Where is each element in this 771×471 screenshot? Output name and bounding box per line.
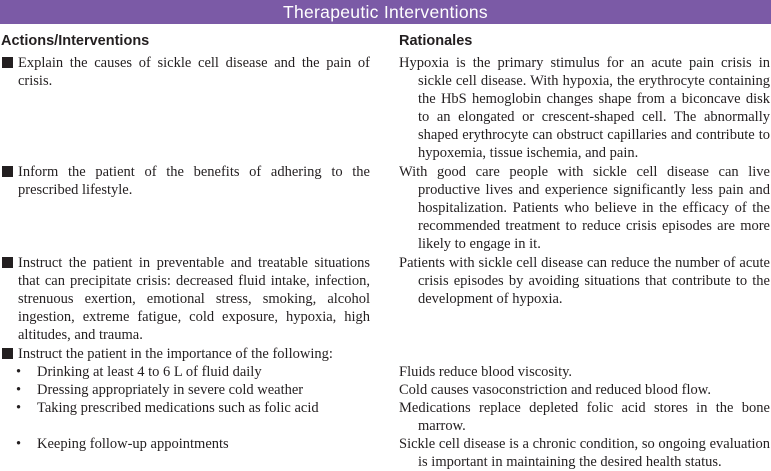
section-banner: Therapeutic Interventions <box>0 0 771 24</box>
dot-bullet-icon: • <box>16 436 22 452</box>
bullet-item: Drinking at least 4 to 6 L of fluid daily <box>37 364 262 380</box>
action-text: Inform the patient of the benefits of adhering to the prescribed lifestyle. <box>18 164 370 198</box>
square-bullet-icon <box>2 348 13 359</box>
square-bullet-icon <box>2 166 13 177</box>
action-text: Explain the causes of sickle cell disease and the pain of crisis. <box>18 55 370 89</box>
dot-bullet-icon: • <box>16 400 22 416</box>
action-text: Instruct the patient in the importance of the following: <box>18 346 333 362</box>
square-bullet-icon <box>2 257 13 268</box>
column-header-rationales: Rationales <box>399 33 473 49</box>
rationale-text: Patients with sickle cell disease can reduce the number of acute crisis episodes by avoiding situations that contribute to the development of hypoxia. <box>399 255 770 307</box>
bullet-item: Dressing appropriately in severe cold weather <box>37 382 304 398</box>
bullet-item: Taking prescribed medications such as folic acid <box>37 400 319 416</box>
square-bullet-icon <box>2 57 13 68</box>
rationale-text: Cold causes vasoconstriction and reduced blood flow. <box>399 382 711 398</box>
rationale-text: Medications replace depleted folic acid stores in the bone marrow. <box>399 400 770 434</box>
bullet-item: Keeping follow-up appointments <box>37 436 229 452</box>
dot-bullet-icon: • <box>16 364 22 380</box>
rationale-text: Hypoxia is the primary stimulus for an acute pain crisis in sickle cell disease. With hypoxia, the erythrocyte containing the HbS hemoglobin changes shape from a biconcave disk to an elongated or crescent-shaped cell. The abnormally shaped erythrocyte can obstruct capillaries and contribute to hypoxemia, tissue ischemia, and pain. <box>399 55 770 161</box>
dot-bullet-icon: • <box>16 382 22 398</box>
rationale-text: With good care people with sickle cell disease can live productive lives and experience significantly less pain and hospitalization. Patients who believe in the efficacy of the recommended treatment to reduce crisis episodes are more likely to engage in it. <box>399 164 770 252</box>
action-text: Instruct the patient in preventable and treatable situations that can precipitate crisis: decreased fluid intake, infection, strenuous exertion, emotional stress, smoking, alcohol ingestion, extreme fatigue, cold exposure, hypoxia, high altitudes, and trauma. <box>18 255 370 343</box>
column-header-actions: Actions/Interventions <box>1 33 150 49</box>
rationale-text: Sickle cell disease is a chronic condition, so ongoing evaluation is important in maintaining the desired health status. <box>399 436 770 470</box>
rationale-text: Fluids reduce blood viscosity. <box>399 364 573 380</box>
